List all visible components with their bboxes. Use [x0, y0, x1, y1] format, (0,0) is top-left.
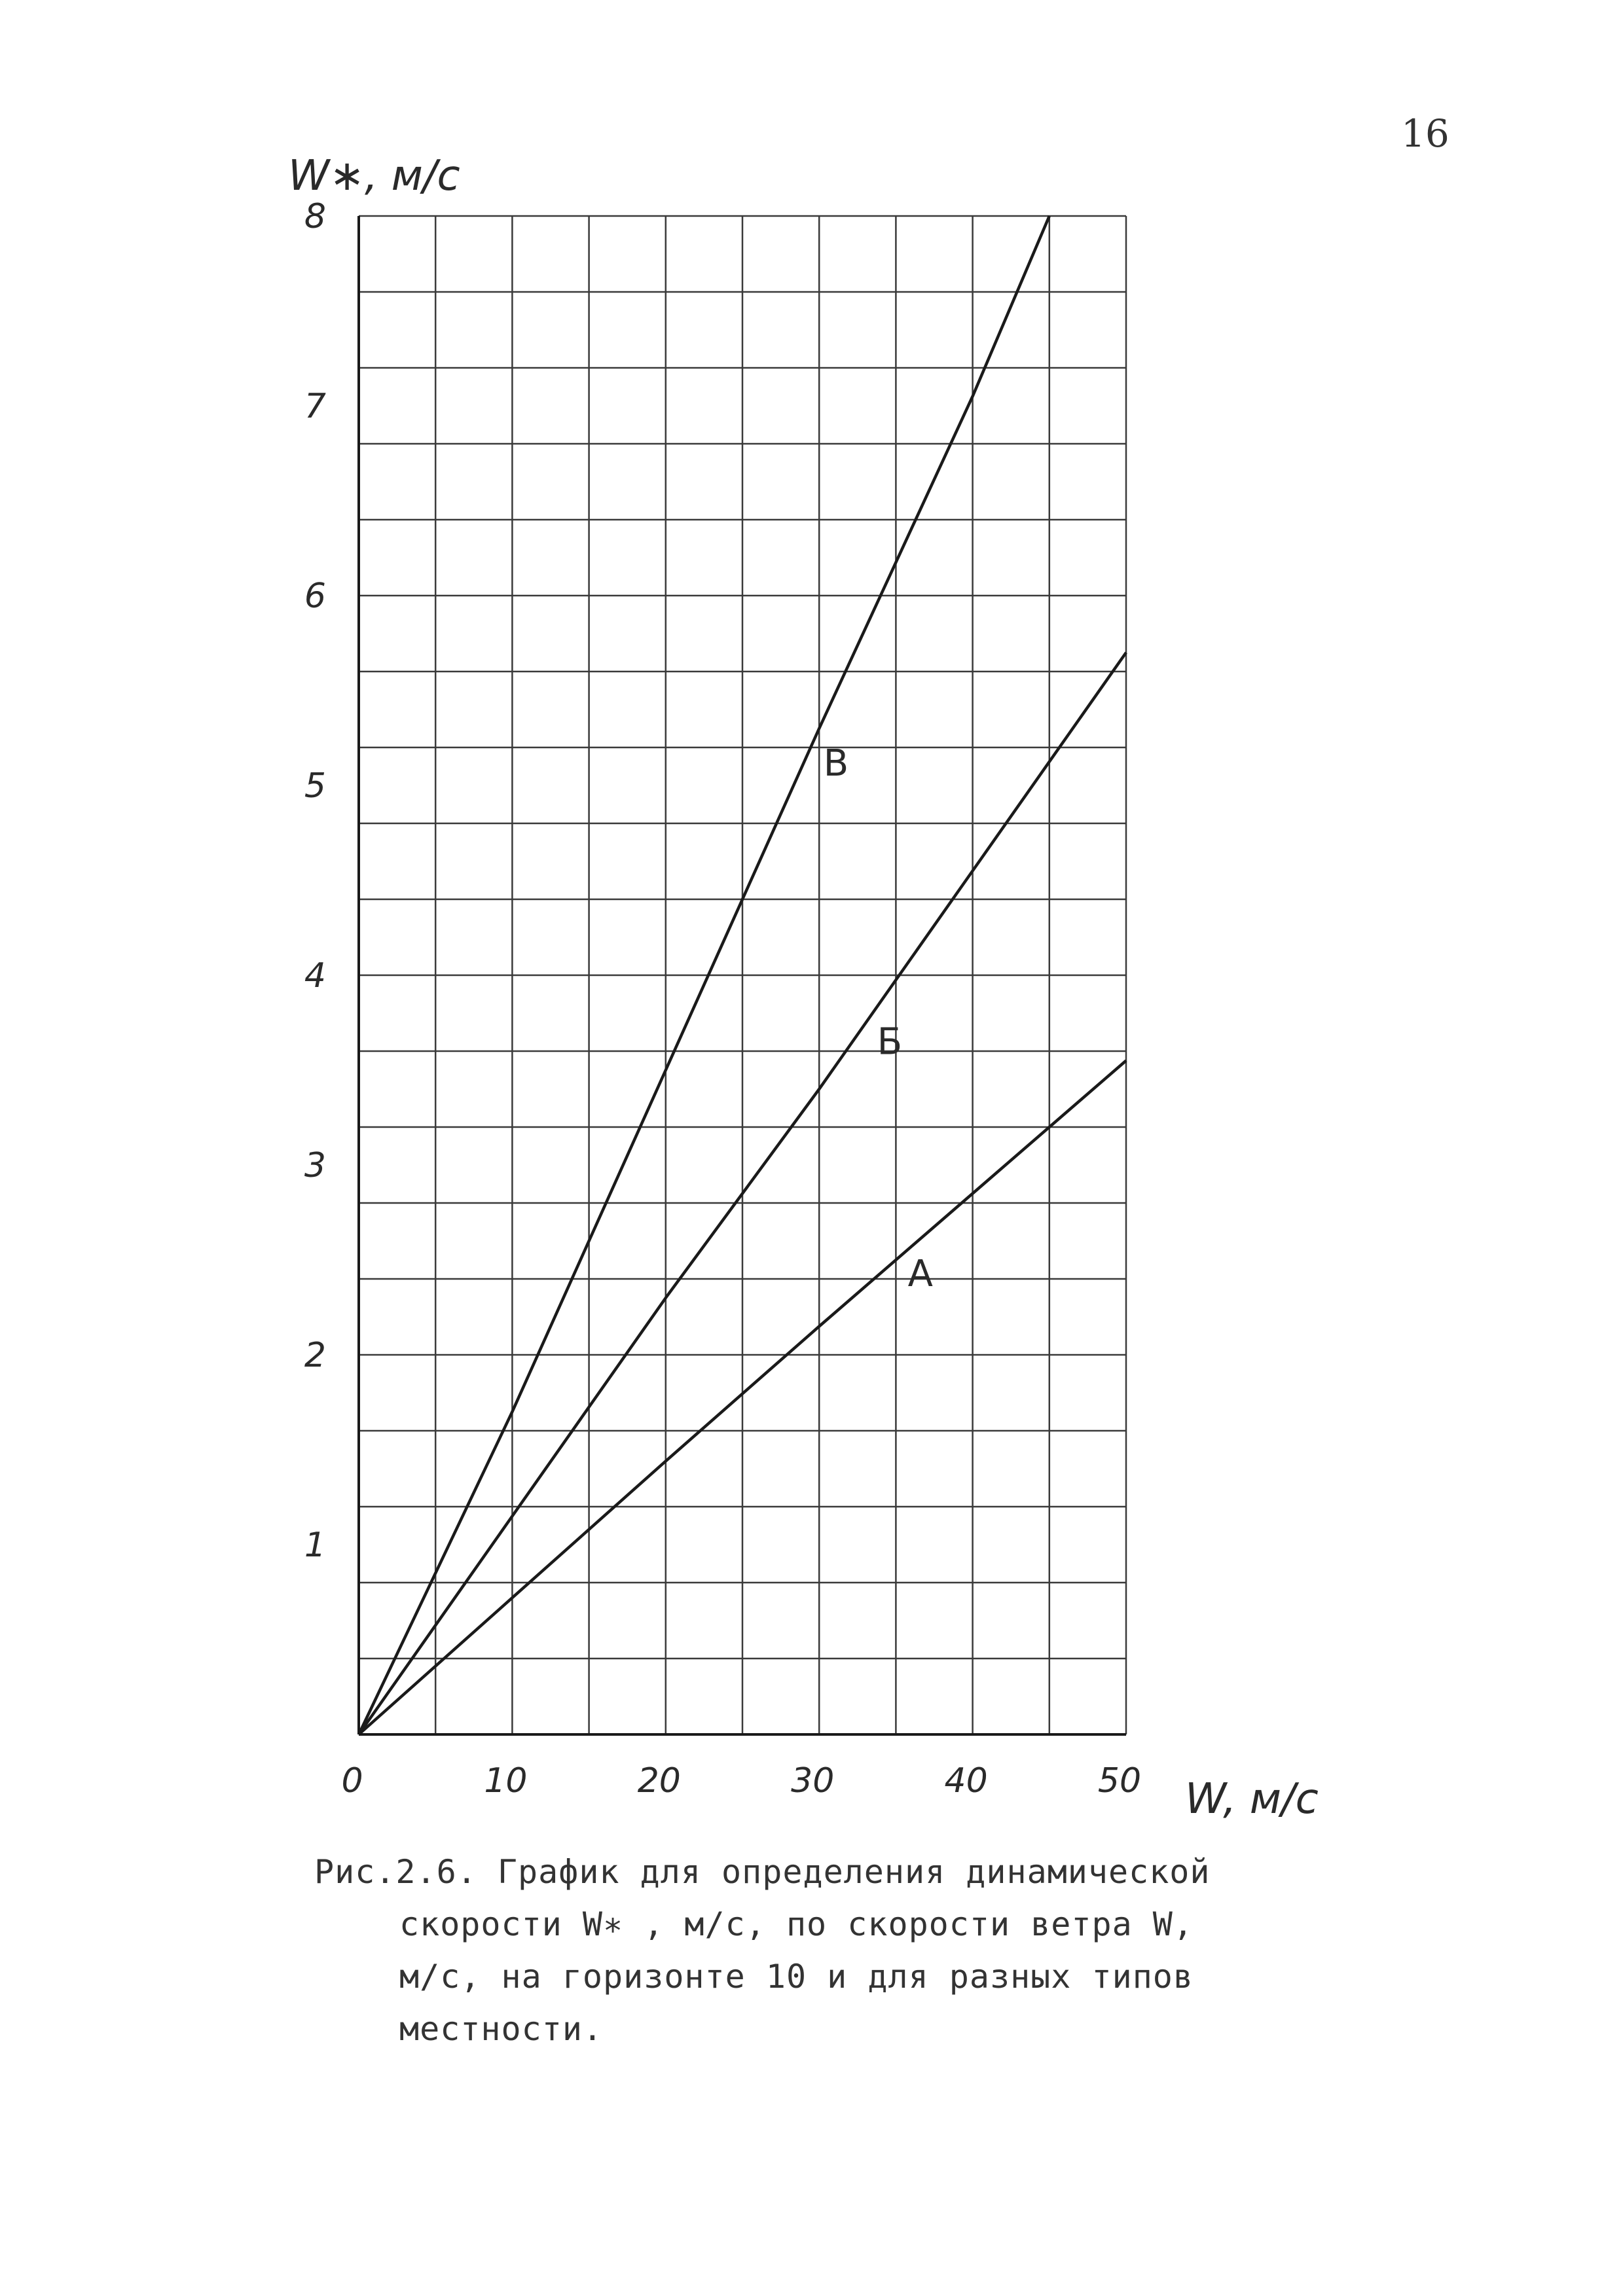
x-tick-label: 0	[341, 1761, 363, 1801]
caption-line-3: м/с, на горизонте 10 и для разных типов	[399, 1958, 1194, 1996]
chart-grid	[359, 216, 1126, 1734]
chart-tick-labels	[304, 197, 1141, 1801]
caption-line-1: Рис.2.6. График для определения динамической	[314, 1853, 1211, 1891]
y-tick-label: 4	[304, 956, 326, 996]
y-tick-label: 3	[304, 1146, 326, 1185]
y-tick-label: 2	[304, 1336, 326, 1375]
x-tick-label: 50	[1097, 1761, 1142, 1801]
y-tick-label: 5	[304, 766, 326, 806]
y-tick-label: 1	[304, 1526, 326, 1565]
figure-caption	[314, 1846, 1309, 2055]
x-tick-label: 10	[484, 1761, 528, 1801]
x-tick-label: 40	[944, 1761, 988, 1801]
x-tick-label: 30	[791, 1761, 835, 1801]
x-axis-title: W, м/с	[1185, 1775, 1319, 1823]
y-tick-label: 6	[304, 577, 326, 616]
y-tick-label: 7	[304, 387, 326, 426]
caption-line-2: скорости W∗ , м/с, по скорости ветра W,	[399, 1905, 1194, 1943]
y-tick-label: 8	[304, 197, 326, 236]
chart-series-labels	[824, 742, 933, 1295]
series-label: А	[907, 1253, 933, 1296]
series-label: Б	[877, 1020, 903, 1064]
x-tick-label: 20	[637, 1761, 681, 1801]
y-axis-title: W∗, м/с	[288, 152, 460, 200]
series-label: В	[823, 742, 849, 785]
caption-line-4: местности.	[399, 2010, 604, 2048]
page-number: 16	[1401, 111, 1450, 156]
